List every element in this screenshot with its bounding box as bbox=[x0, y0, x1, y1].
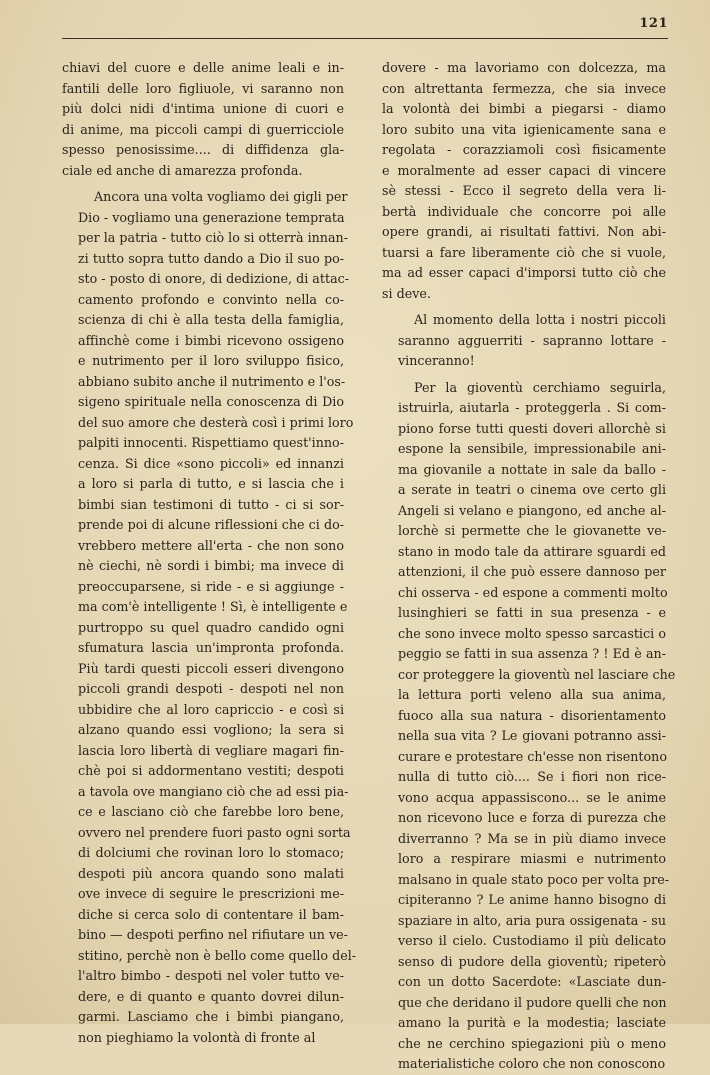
text-line: que che deridano il pudore quelli che non bbox=[398, 994, 667, 1010]
text-line: materialistiche coloro che non conoscono bbox=[398, 1056, 666, 1071]
text-line: sfumatura lascia un'impronta profonda. bbox=[78, 640, 344, 655]
text-line: stitino, perchè non è bello come quello del- bbox=[78, 947, 357, 963]
header-rule bbox=[62, 38, 668, 39]
text-line: loro subito una vita igienicamente sana e bbox=[382, 121, 666, 137]
text-line: palpiti innocenti. Rispettiamo quest'inno- bbox=[78, 435, 344, 450]
text-line: ciale ed anche di amarezza profonda. bbox=[62, 162, 303, 178]
text-line: lusinghieri se fatti in sua presenza - e bbox=[398, 605, 666, 620]
text-line: ma ad esser capaci d'imporsi tutto ciò che bbox=[382, 265, 666, 280]
text-line: Dio - vogliamo una generazione temprata bbox=[78, 209, 345, 225]
text-line: vrebbero mettere all'erta - che non sono bbox=[78, 537, 344, 553]
text-line: curare e protestare ch'esse non risentono bbox=[398, 748, 667, 764]
text-line: e moralmente ad esser capaci di vincere bbox=[382, 162, 666, 178]
text-line: con un dotto Sacerdote: «Lasciate dun- bbox=[398, 974, 666, 989]
text-line: diche si cerca solo di contentare il bam- bbox=[78, 906, 344, 922]
text-line: preoccuparsene, si ride - e si aggiunge - bbox=[78, 578, 344, 594]
text-line: ubbidire che al loro capriccio - e così si bbox=[78, 701, 344, 717]
text-line: per la patria - tutto ciò lo si otterrà innan- bbox=[78, 230, 349, 245]
text-line: opere grandi, ai risultati fattivi. Non abi- bbox=[382, 224, 666, 239]
text-line: che ne cerchino spiegazioni più o meno bbox=[398, 1035, 666, 1051]
text-line: malsano in quale stato poco per volta pre- bbox=[398, 871, 670, 887]
text-line: ma giovanile a nottate in sale da ballo - bbox=[398, 461, 666, 477]
text-line: che sono invece molto spesso sarcastici o bbox=[398, 625, 666, 641]
text-line: garmi. Lasciamo che i bimbi piangano, bbox=[78, 1009, 344, 1024]
text-line: alzano quando essi vogliono; la sera si bbox=[78, 722, 344, 737]
text-line: con altrettanta fermezza, che sia invece bbox=[382, 80, 666, 96]
text-line: scienza di chi è alla testa della famiglia, bbox=[78, 312, 344, 327]
text-line: dere, e di quanto e quanto dovrei dilun- bbox=[78, 988, 344, 1004]
text-line: espone la sensibile, impressionabile ani- bbox=[398, 441, 666, 456]
text-line: prende poi di alcune riflessioni che ci do- bbox=[78, 517, 344, 532]
text-line: purtroppo su quel quadro candido ogni bbox=[78, 619, 344, 635]
text-line: zi tutto sopra tutto dando a Dio il suo po- bbox=[78, 250, 344, 266]
text-line: nè ciechi, nè sordi i bimbi; ma invece di bbox=[78, 558, 344, 573]
text-line: Al momento della lotta i nostri piccoli bbox=[414, 312, 666, 327]
text-line: Ancora una volta vogliamo dei gigli per bbox=[94, 189, 348, 204]
text-line: lascia loro libertà di vegliare magari fin- bbox=[78, 742, 344, 758]
text-line: spesso penosissime.... di diffidenza gla- bbox=[62, 142, 344, 157]
text-line: dovere - ma lavoriamo con dolcezza, ma bbox=[382, 60, 666, 75]
text-line: verso il cielo. Custodiamo il più delicato bbox=[398, 933, 666, 948]
text-line: fuoco alla sua natura - disorientamento bbox=[398, 707, 666, 723]
text-line: cor proteggere la gioventù nel lasciare che bbox=[398, 666, 676, 682]
text-line: lorchè si permette che le giovanette ve- bbox=[398, 523, 666, 538]
text-line: bimbi sian testimoni di tutto - ci si sor- bbox=[78, 496, 344, 512]
text-line: stano in modo tale da attirare sguardi ed bbox=[398, 543, 666, 559]
text-line: attenzioni, il che può essere dannoso per bbox=[398, 564, 666, 579]
text-line: piccoli grandi despoti - despoti nel non bbox=[78, 681, 344, 696]
text-line: tuarsi a fare liberamente ciò che si vuole, bbox=[382, 244, 666, 260]
text-line: camento profondo e convinto nella co- bbox=[78, 291, 344, 307]
paragraph bbox=[62, 187, 357, 1048]
text-line: più dolci nidi d'intima unione di cuori e bbox=[62, 101, 344, 116]
text-line: loro a respirare miasmi e nutrimento bbox=[398, 851, 666, 866]
text-line: a loro si parla di tutto, e si lascia che i bbox=[78, 476, 344, 491]
text-line: Angeli si velano e piangono, ed anche al- bbox=[398, 502, 666, 518]
text-line: bertà individuale che concorre poi alle bbox=[382, 203, 666, 219]
text-line: sigeno spirituale nella conoscenza di Dio bbox=[78, 394, 344, 409]
text-line: nulla di tutto ciò.... Se i fiori non rice- bbox=[398, 769, 666, 784]
text-line: a tavola ove mangiano ciò che ad essi pia- bbox=[78, 783, 349, 799]
text-line: senso di pudore della gioventù; ripeterò bbox=[398, 953, 666, 969]
text-line: nella sua vita ? Le giovani potranno assi- bbox=[398, 728, 666, 743]
text-line: del suo amore che desterà così i primi loro bbox=[78, 414, 354, 430]
text-line: chiavi del cuore e delle anime leali e in- bbox=[62, 60, 344, 75]
text-line: diverranno ? Ma se in più diamo invece bbox=[398, 830, 666, 846]
text-line: Per la gioventù cerchiamo seguirla, bbox=[414, 379, 666, 395]
text-line: ove invece di seguire le prescrizioni me- bbox=[78, 886, 344, 901]
text-line: ce e lasciano ciò che farebbe loro bene, bbox=[78, 804, 344, 819]
left-column bbox=[62, 58, 357, 1048]
text-line: cipiteranno ? Le anime hanno bisogno di bbox=[398, 892, 666, 907]
text-line: fantili delle loro figliuole, vi saranno non bbox=[62, 80, 344, 96]
page-number: 121 bbox=[639, 16, 668, 31]
text-line: peggio se fatti in sua assenza ? ! Ed è an- bbox=[398, 646, 666, 661]
text-line: sè stessi - Ecco il segreto della vera li- bbox=[382, 183, 666, 198]
text-line: di dolciumi che rovinan loro lo stomaco; bbox=[78, 845, 344, 860]
text-line: affinchè come i bimbi ricevono ossigeno bbox=[78, 332, 344, 348]
text-line: saranno agguerriti - sapranno lottare - bbox=[398, 332, 666, 348]
text-line: regolata - corazziamoli così fisicamente bbox=[382, 142, 666, 157]
paragraph bbox=[382, 58, 666, 304]
text-line: si deve. bbox=[382, 285, 431, 301]
paragraph bbox=[382, 310, 666, 372]
text-line: e nutrimento per il loro sviluppo fisico, bbox=[78, 353, 344, 368]
text-line: spaziare in alto, aria pura ossigenata - su bbox=[398, 912, 666, 928]
text-line: abbiano subito anche il nutrimento e l'os- bbox=[78, 373, 346, 389]
text-line: chi osserva - ed espone a commenti molto bbox=[398, 584, 668, 600]
paragraph bbox=[382, 378, 676, 1075]
text-line: la lettura porti veleno alla sua anima, bbox=[398, 687, 666, 702]
text-line: chè poi si addormentano vestiti; despoti bbox=[78, 763, 344, 778]
text-line: despoti più ancora quando sono malati bbox=[78, 865, 344, 881]
text-line: non pieghiamo la volontà di fronte al bbox=[78, 1029, 316, 1045]
text-line: sto - posto di onore, di dedizione, di attac- bbox=[78, 271, 350, 286]
text-line: di anime, ma piccoli campi di guerricciole bbox=[62, 121, 344, 137]
text-line: la volontà dei bimbi a piegarsi - diamo bbox=[382, 101, 666, 116]
text-line: a serate in teatri o cinema ove certo gli bbox=[398, 482, 666, 497]
text-line: vinceranno! bbox=[398, 353, 475, 368]
paragraph bbox=[62, 58, 344, 181]
text-line: vono acqua appassiscono... se le anime bbox=[398, 789, 666, 805]
right-column bbox=[382, 58, 676, 1075]
text-line: ma com'è intelligente ! Sì, è intelligente e bbox=[78, 599, 348, 614]
text-line: amano la purità e la modestia; lasciate bbox=[398, 1015, 666, 1030]
text-line: Più tardi questi piccoli esseri divengono bbox=[78, 660, 344, 676]
text-line: bino — despoti perfino nel rifiutare un ve- bbox=[78, 927, 348, 942]
text-line: piono forse tutti questi doveri allorchè si bbox=[398, 420, 666, 436]
text-line: l'altro bimbo - despoti nel voler tutto ve- bbox=[78, 968, 344, 983]
text-line: ovvero nel prendere fuori pasto ogni sorta bbox=[78, 824, 351, 840]
text-line: non ricevono luce e forza di purezza che bbox=[398, 810, 666, 825]
text-line: istruirla, aiutarla - proteggerla . Si com- bbox=[398, 400, 666, 415]
text-line: cenza. Si dice «sono piccoli» ed innanzi bbox=[78, 455, 344, 471]
